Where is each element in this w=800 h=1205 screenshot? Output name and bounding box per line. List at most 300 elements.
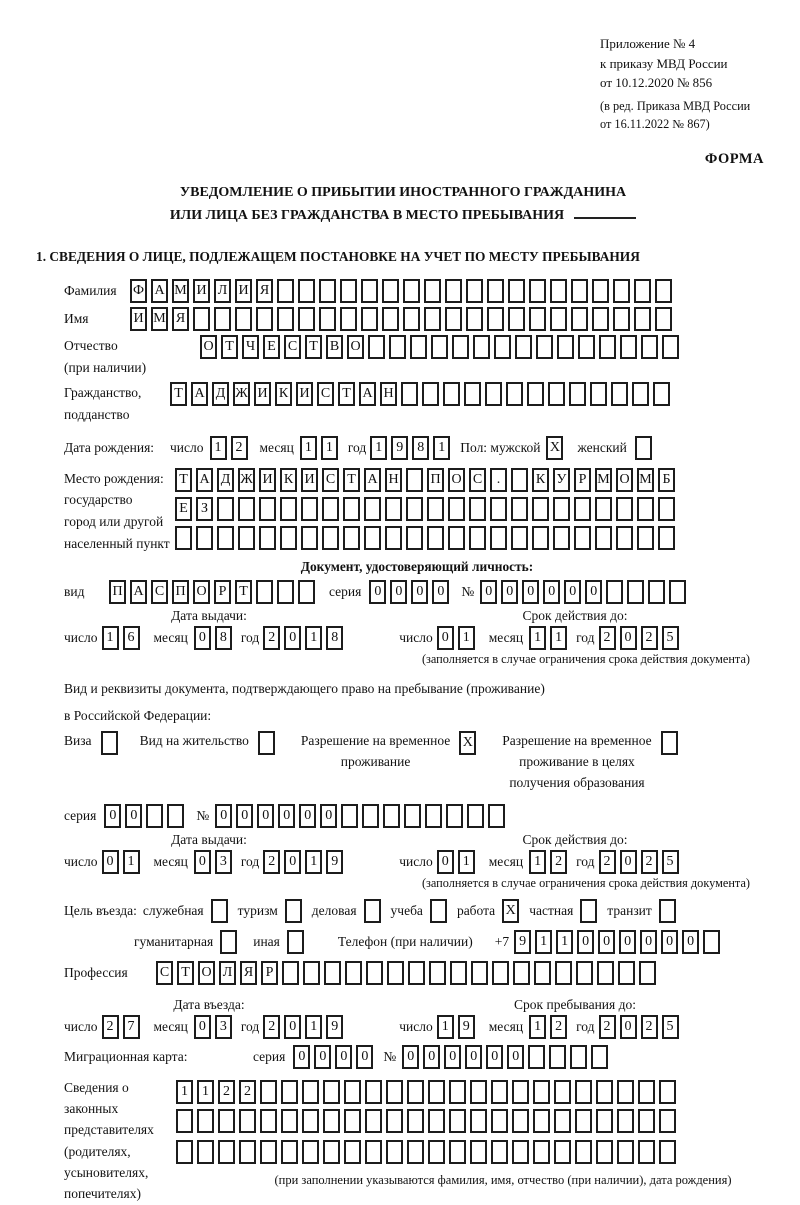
char-cell[interactable] (280, 497, 297, 521)
char-cell[interactable] (532, 526, 549, 550)
char-cell[interactable]: Ж (233, 382, 250, 406)
representatives-input-row1[interactable] (176, 1080, 680, 1104)
char-cell[interactable]: 0 (465, 1045, 482, 1069)
char-cell[interactable] (632, 382, 649, 406)
char-cell[interactable]: 0 (335, 1045, 352, 1069)
char-cell[interactable]: Н (385, 468, 402, 492)
char-cell[interactable]: 1 (123, 850, 140, 874)
char-cell[interactable] (176, 1140, 193, 1164)
char-cell[interactable]: З (196, 497, 213, 521)
char-cell[interactable] (662, 335, 679, 359)
char-cell[interactable] (669, 580, 686, 604)
char-cell[interactable] (599, 335, 616, 359)
char-cell[interactable] (424, 279, 441, 303)
char-cell[interactable] (491, 1109, 508, 1133)
char-cell[interactable]: М (151, 307, 168, 331)
char-cell[interactable] (344, 1109, 361, 1133)
char-cell[interactable]: 1 (529, 626, 546, 650)
char-cell[interactable] (512, 1080, 529, 1104)
char-cell[interactable]: 2 (239, 1080, 256, 1104)
char-cell[interactable]: О (193, 580, 210, 604)
char-cell[interactable]: О (198, 961, 215, 985)
char-cell[interactable] (386, 1109, 403, 1133)
char-cell[interactable]: 0 (284, 850, 301, 874)
purpose-official-checkbox[interactable] (204, 899, 228, 923)
char-cell[interactable] (280, 526, 297, 550)
char-cell[interactable] (217, 497, 234, 521)
char-cell[interactable] (322, 526, 339, 550)
char-cell[interactable] (550, 279, 567, 303)
char-cell[interactable] (422, 382, 439, 406)
char-cell[interactable] (617, 1140, 634, 1164)
char-cell[interactable] (637, 497, 654, 521)
char-cell[interactable] (620, 335, 637, 359)
char-cell[interactable] (490, 497, 507, 521)
char-cell[interactable] (595, 497, 612, 521)
char-cell[interactable] (277, 580, 294, 604)
char-cell[interactable]: Т (221, 335, 238, 359)
char-cell[interactable]: 0 (278, 804, 295, 828)
char-cell[interactable] (490, 526, 507, 550)
char-cell[interactable] (452, 335, 469, 359)
char-cell[interactable]: 8 (215, 626, 232, 650)
char-cell[interactable] (319, 307, 336, 331)
char-cell[interactable]: Л (219, 961, 236, 985)
char-cell[interactable]: И (301, 468, 318, 492)
char-cell[interactable] (429, 961, 446, 985)
char-cell[interactable]: И (193, 279, 210, 303)
char-cell[interactable]: 0 (640, 930, 657, 954)
char-cell[interactable]: А (359, 382, 376, 406)
char-cell[interactable] (570, 1045, 587, 1069)
char-cell[interactable] (431, 335, 448, 359)
stay-month-input[interactable] (529, 1015, 571, 1039)
char-cell[interactable] (382, 279, 399, 303)
char-cell[interactable]: С (156, 961, 173, 985)
char-cell[interactable] (574, 497, 591, 521)
char-cell[interactable] (466, 279, 483, 303)
char-cell[interactable]: 1 (458, 626, 475, 650)
char-cell[interactable] (298, 580, 315, 604)
char-cell[interactable] (592, 279, 609, 303)
char-cell[interactable]: 5 (662, 626, 679, 650)
char-cell[interactable] (511, 526, 528, 550)
char-cell[interactable] (167, 804, 184, 828)
char-cell[interactable]: 0 (284, 1015, 301, 1039)
char-cell[interactable] (260, 1140, 277, 1164)
char-cell[interactable] (658, 526, 675, 550)
char-cell[interactable]: 2 (263, 850, 280, 874)
purpose-transit-checkbox[interactable] (652, 899, 676, 923)
char-cell[interactable] (638, 1140, 655, 1164)
char-cell[interactable] (554, 1109, 571, 1133)
char-cell[interactable] (513, 961, 530, 985)
valid-year-input[interactable] (599, 626, 683, 650)
checkbox-cell[interactable] (364, 899, 381, 923)
char-cell[interactable] (528, 1045, 545, 1069)
char-cell[interactable]: 2 (550, 850, 567, 874)
char-cell[interactable]: 0 (661, 930, 678, 954)
char-cell[interactable] (281, 1080, 298, 1104)
char-cell[interactable]: И (259, 468, 276, 492)
char-cell[interactable]: 0 (620, 626, 637, 650)
char-cell[interactable] (443, 382, 460, 406)
char-cell[interactable]: 1 (458, 850, 475, 874)
temp-residence-education-checkbox[interactable] (652, 731, 678, 755)
char-cell[interactable] (571, 307, 588, 331)
char-cell[interactable]: О (616, 468, 633, 492)
char-cell[interactable] (448, 497, 465, 521)
char-cell[interactable]: Я (240, 961, 257, 985)
char-cell[interactable]: 1 (321, 436, 338, 460)
purpose-humanitarian-checkbox[interactable] (213, 930, 237, 954)
char-cell[interactable]: Т (343, 468, 360, 492)
char-cell[interactable] (344, 1140, 361, 1164)
profession-input[interactable] (156, 961, 660, 985)
char-cell[interactable] (491, 1140, 508, 1164)
char-cell[interactable]: И (235, 279, 252, 303)
char-cell[interactable] (590, 382, 607, 406)
char-cell[interactable] (448, 526, 465, 550)
char-cell[interactable]: Р (214, 580, 231, 604)
char-cell[interactable] (425, 804, 442, 828)
char-cell[interactable] (617, 1109, 634, 1133)
char-cell[interactable]: А (130, 580, 147, 604)
char-cell[interactable]: 0 (299, 804, 316, 828)
char-cell[interactable] (361, 279, 378, 303)
char-cell[interactable] (406, 497, 423, 521)
char-cell[interactable] (386, 1080, 403, 1104)
char-cell[interactable] (343, 526, 360, 550)
char-cell[interactable]: 0 (236, 804, 253, 828)
char-cell[interactable] (469, 526, 486, 550)
char-cell[interactable]: Б (658, 468, 675, 492)
char-cell[interactable] (362, 804, 379, 828)
char-cell[interactable] (553, 497, 570, 521)
char-cell[interactable] (639, 961, 656, 985)
surname-input[interactable] (130, 279, 676, 303)
char-cell[interactable]: Т (235, 580, 252, 604)
char-cell[interactable] (303, 961, 320, 985)
char-cell[interactable]: 0 (619, 930, 636, 954)
char-cell[interactable] (256, 307, 273, 331)
char-cell[interactable] (492, 961, 509, 985)
char-cell[interactable] (634, 279, 651, 303)
representatives-input-row2[interactable] (176, 1109, 680, 1133)
char-cell[interactable]: 0 (577, 930, 594, 954)
char-cell[interactable] (618, 961, 635, 985)
char-cell[interactable] (613, 279, 630, 303)
char-cell[interactable] (655, 307, 672, 331)
char-cell[interactable]: Ж (238, 468, 255, 492)
phone-input[interactable] (514, 930, 724, 954)
char-cell[interactable] (146, 804, 163, 828)
char-cell[interactable]: 0 (444, 1045, 461, 1069)
char-cell[interactable]: 0 (194, 850, 211, 874)
purpose-study-checkbox[interactable] (423, 899, 447, 923)
char-cell[interactable] (324, 961, 341, 985)
char-cell[interactable] (550, 307, 567, 331)
residence-issue-day-input[interactable] (102, 850, 144, 874)
char-cell[interactable] (277, 279, 294, 303)
char-cell[interactable] (613, 307, 630, 331)
char-cell[interactable] (281, 1109, 298, 1133)
char-cell[interactable] (470, 1080, 487, 1104)
char-cell[interactable]: 1 (556, 930, 573, 954)
char-cell[interactable] (634, 307, 651, 331)
char-cell[interactable]: 0 (369, 580, 386, 604)
char-cell[interactable] (571, 279, 588, 303)
char-cell[interactable] (533, 1109, 550, 1133)
char-cell[interactable]: 0 (402, 1045, 419, 1069)
char-cell[interactable]: Д (212, 382, 229, 406)
char-cell[interactable] (197, 1109, 214, 1133)
char-cell[interactable]: 1 (305, 850, 322, 874)
checkbox-cell[interactable] (580, 899, 597, 923)
char-cell[interactable] (485, 382, 502, 406)
char-cell[interactable]: М (172, 279, 189, 303)
char-cell[interactable] (389, 335, 406, 359)
char-cell[interactable] (575, 1080, 592, 1104)
birth-year-input[interactable] (370, 436, 454, 460)
char-cell[interactable]: П (172, 580, 189, 604)
char-cell[interactable] (592, 307, 609, 331)
char-cell[interactable] (428, 1140, 445, 1164)
char-cell[interactable]: Н (380, 382, 397, 406)
checkbox-cell[interactable]: X (546, 436, 563, 460)
char-cell[interactable] (470, 1140, 487, 1164)
char-cell[interactable]: 2 (599, 1015, 616, 1039)
char-cell[interactable] (488, 804, 505, 828)
char-cell[interactable] (446, 804, 463, 828)
char-cell[interactable]: 0 (284, 626, 301, 650)
char-cell[interactable]: 0 (682, 930, 699, 954)
char-cell[interactable]: 2 (218, 1080, 235, 1104)
char-cell[interactable] (596, 1109, 613, 1133)
visa-checkbox[interactable] (92, 731, 118, 755)
residence-valid-year-input[interactable] (599, 850, 683, 874)
char-cell[interactable] (464, 382, 481, 406)
birth-place-input-row1[interactable] (175, 468, 679, 492)
purpose-work-checkbox[interactable] (495, 899, 519, 923)
char-cell[interactable]: И (130, 307, 147, 331)
char-cell[interactable]: 1 (305, 1015, 322, 1039)
char-cell[interactable] (427, 497, 444, 521)
entry-day-input[interactable] (102, 1015, 144, 1039)
char-cell[interactable] (282, 961, 299, 985)
birth-day-input[interactable] (210, 436, 252, 460)
char-cell[interactable] (404, 804, 421, 828)
citizenship-input[interactable] (170, 382, 674, 406)
char-cell[interactable] (527, 382, 544, 406)
char-cell[interactable] (193, 307, 210, 331)
char-cell[interactable] (196, 526, 213, 550)
char-cell[interactable] (575, 1140, 592, 1164)
char-cell[interactable] (217, 526, 234, 550)
char-cell[interactable]: 0 (620, 1015, 637, 1039)
char-cell[interactable] (260, 1109, 277, 1133)
char-cell[interactable] (365, 1109, 382, 1133)
char-cell[interactable]: Р (261, 961, 278, 985)
char-cell[interactable]: 1 (305, 626, 322, 650)
char-cell[interactable] (536, 335, 553, 359)
char-cell[interactable]: Я (256, 279, 273, 303)
char-cell[interactable] (576, 961, 593, 985)
char-cell[interactable]: 0 (215, 804, 232, 828)
char-cell[interactable]: 0 (411, 580, 428, 604)
char-cell[interactable]: 2 (599, 626, 616, 650)
char-cell[interactable] (616, 497, 633, 521)
char-cell[interactable] (385, 526, 402, 550)
char-cell[interactable] (491, 1080, 508, 1104)
char-cell[interactable] (445, 307, 462, 331)
char-cell[interactable] (407, 1080, 424, 1104)
char-cell[interactable]: 2 (599, 850, 616, 874)
char-cell[interactable] (427, 526, 444, 550)
char-cell[interactable] (238, 497, 255, 521)
char-cell[interactable] (529, 279, 546, 303)
char-cell[interactable]: 0 (564, 580, 581, 604)
char-cell[interactable]: С (284, 335, 301, 359)
char-cell[interactable]: 5 (662, 1015, 679, 1039)
char-cell[interactable] (512, 1109, 529, 1133)
char-cell[interactable]: С (469, 468, 486, 492)
char-cell[interactable] (470, 1109, 487, 1133)
char-cell[interactable]: 3 (215, 850, 232, 874)
char-cell[interactable]: Ч (242, 335, 259, 359)
char-cell[interactable]: И (296, 382, 313, 406)
char-cell[interactable] (659, 1080, 676, 1104)
char-cell[interactable]: Д (217, 468, 234, 492)
purpose-private-checkbox[interactable] (573, 899, 597, 923)
char-cell[interactable]: К (275, 382, 292, 406)
char-cell[interactable] (487, 279, 504, 303)
doc-number-input[interactable] (480, 580, 690, 604)
char-cell[interactable]: 2 (263, 1015, 280, 1039)
char-cell[interactable] (361, 307, 378, 331)
char-cell[interactable]: 1 (550, 626, 567, 650)
char-cell[interactable] (548, 382, 565, 406)
purpose-other-checkbox[interactable] (280, 930, 304, 954)
char-cell[interactable] (449, 1109, 466, 1133)
migration-series-input[interactable] (293, 1045, 377, 1069)
char-cell[interactable] (553, 526, 570, 550)
char-cell[interactable] (323, 1140, 340, 1164)
char-cell[interactable] (469, 497, 486, 521)
char-cell[interactable]: 0 (314, 1045, 331, 1069)
char-cell[interactable] (467, 804, 484, 828)
char-cell[interactable] (445, 279, 462, 303)
char-cell[interactable] (401, 382, 418, 406)
char-cell[interactable]: 9 (514, 930, 531, 954)
char-cell[interactable]: С (322, 468, 339, 492)
checkbox-cell[interactable] (635, 436, 652, 460)
char-cell[interactable]: 0 (620, 850, 637, 874)
char-cell[interactable] (403, 279, 420, 303)
char-cell[interactable]: 2 (263, 626, 280, 650)
char-cell[interactable] (364, 497, 381, 521)
char-cell[interactable]: В (326, 335, 343, 359)
stay-year-input[interactable] (599, 1015, 683, 1039)
char-cell[interactable]: 2 (102, 1015, 119, 1039)
char-cell[interactable] (638, 1109, 655, 1133)
char-cell[interactable]: П (427, 468, 444, 492)
char-cell[interactable] (406, 468, 423, 492)
char-cell[interactable]: 0 (194, 626, 211, 650)
residence-series-input[interactable] (104, 804, 188, 828)
char-cell[interactable] (364, 526, 381, 550)
migration-number-input[interactable] (402, 1045, 612, 1069)
char-cell[interactable] (703, 930, 720, 954)
char-cell[interactable]: 1 (370, 436, 387, 460)
char-cell[interactable]: П (109, 580, 126, 604)
residence-issue-month-input[interactable] (194, 850, 236, 874)
char-cell[interactable]: О (200, 335, 217, 359)
char-cell[interactable] (175, 526, 192, 550)
char-cell[interactable]: 0 (390, 580, 407, 604)
char-cell[interactable] (578, 335, 595, 359)
char-cell[interactable]: И (254, 382, 271, 406)
char-cell[interactable]: 9 (458, 1015, 475, 1039)
doc-series-input[interactable] (369, 580, 453, 604)
char-cell[interactable] (322, 497, 339, 521)
char-cell[interactable]: 1 (529, 1015, 546, 1039)
char-cell[interactable]: 1 (176, 1080, 193, 1104)
issue-day-input[interactable] (102, 626, 144, 650)
purpose-business-checkbox[interactable] (357, 899, 381, 923)
birth-place-input-row2[interactable] (175, 497, 679, 521)
char-cell[interactable] (281, 1140, 298, 1164)
patronymic-input[interactable] (200, 335, 683, 359)
char-cell[interactable] (406, 526, 423, 550)
char-cell[interactable] (341, 804, 358, 828)
char-cell[interactable]: 0 (522, 580, 539, 604)
char-cell[interactable] (319, 279, 336, 303)
char-cell[interactable] (385, 497, 402, 521)
char-cell[interactable] (365, 1080, 382, 1104)
valid-month-input[interactable] (529, 626, 571, 650)
char-cell[interactable]: 0 (356, 1045, 373, 1069)
char-cell[interactable]: 2 (641, 1015, 658, 1039)
char-cell[interactable] (424, 307, 441, 331)
char-cell[interactable] (256, 580, 273, 604)
char-cell[interactable]: 1 (300, 436, 317, 460)
char-cell[interactable] (366, 961, 383, 985)
char-cell[interactable]: 1 (535, 930, 552, 954)
char-cell[interactable] (555, 961, 572, 985)
stay-day-input[interactable] (437, 1015, 479, 1039)
char-cell[interactable]: М (637, 468, 654, 492)
char-cell[interactable] (554, 1080, 571, 1104)
char-cell[interactable]: 1 (102, 626, 119, 650)
char-cell[interactable] (449, 1140, 466, 1164)
char-cell[interactable]: 1 (529, 850, 546, 874)
char-cell[interactable] (549, 1045, 566, 1069)
char-cell[interactable] (214, 307, 231, 331)
checkbox-cell[interactable] (101, 731, 118, 755)
char-cell[interactable] (344, 1080, 361, 1104)
char-cell[interactable]: 0 (104, 804, 121, 828)
char-cell[interactable] (658, 497, 675, 521)
char-cell[interactable] (408, 961, 425, 985)
char-cell[interactable]: 0 (501, 580, 518, 604)
char-cell[interactable]: 8 (412, 436, 429, 460)
char-cell[interactable] (532, 497, 549, 521)
char-cell[interactable]: Т (177, 961, 194, 985)
char-cell[interactable] (506, 382, 523, 406)
char-cell[interactable] (511, 468, 528, 492)
char-cell[interactable]: 1 (437, 1015, 454, 1039)
